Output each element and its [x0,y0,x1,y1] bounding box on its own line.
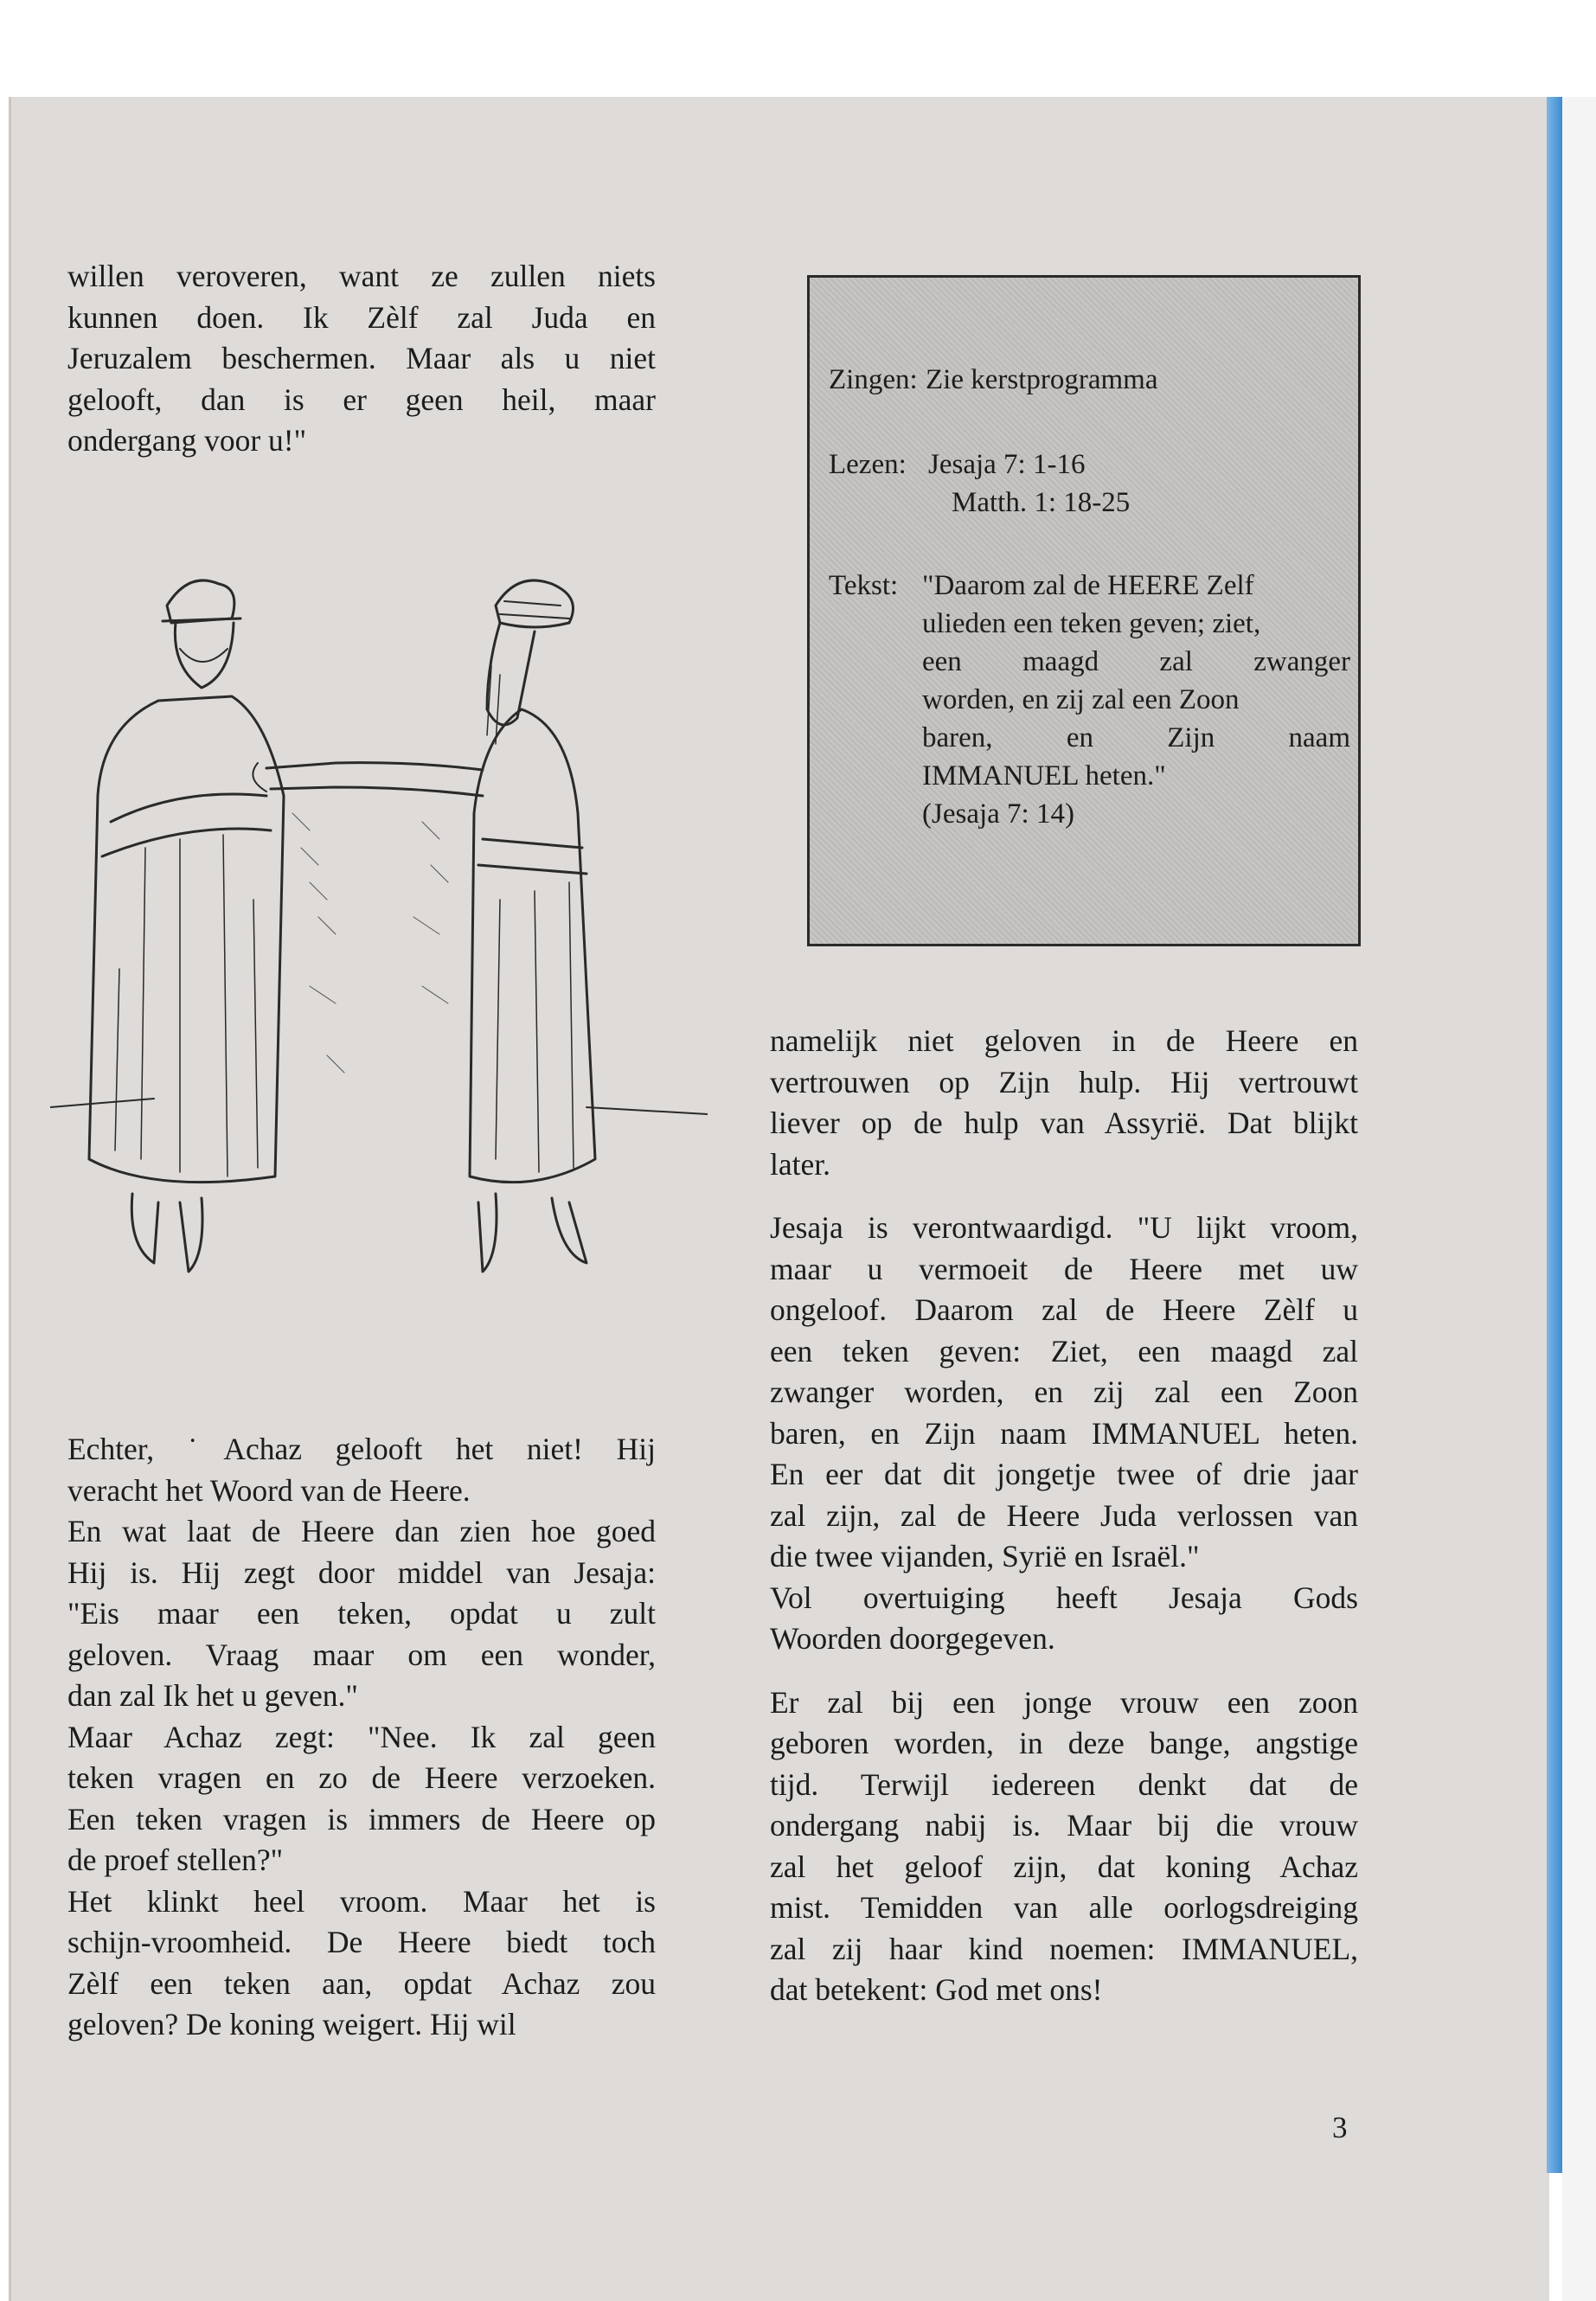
text-line: die twee vijanden, Syrië en Israël." [770,1539,1200,1574]
text-line: vertrouwen op Zijn hulp. Hij vertrouwt [770,1064,1358,1099]
text-line: baren, en Zijn naam IMMANUEL heten. [770,1415,1358,1451]
page-number: 3 [1332,2111,1348,2144]
zingen-value: Zie kerstprogramma [926,364,1158,395]
lezen-value-2: Matth. 1: 18-25 [952,487,1131,518]
text-line: willen veroveren, want ze zullen niets [67,259,656,293]
tekst-value [922,567,1350,833]
text-line: zal zijn, zal de Heere Juda verlossen van [770,1497,1358,1533]
left-column-top-text [67,256,656,462]
text-line: dat betekent: God met ons! [770,1972,1103,2007]
text-line: geloven. Vraag maar om een wonder, [67,1637,656,1672]
tekst-label: Tekst: [829,570,899,601]
text-line: En eer dat dit jongetje twee of drie jaar [770,1457,1358,1491]
text-line: dan zal Ik het u geven." [67,1678,358,1713]
text-line: liever op de hulp van Assyrië. Dat blijkt [770,1106,1358,1140]
text-line: Er zal bij een jonge vrouw een zoon [770,1684,1358,1720]
text-line: zal zij haar kind noemen: IMMANUEL, [770,1931,1358,1966]
illustration-achaz-and-jesaja [50,536,708,1358]
text-line: Woorden doorgegeven. [770,1621,1055,1656]
text-line: ondergang voor u!" [67,423,307,458]
text-line: En wat laat de Heere dan zien hoe goed [67,1514,656,1548]
text-line: geboren worden, in deze bange, angstige [770,1726,1358,1760]
text-line: geloven? De koning weigert. Hij wil [67,2007,516,2041]
text-line: Zèlf een teken aan, opdat Achaz zou [67,1965,656,2001]
text-line: gelooft, dan is er geen heil, maar [67,381,656,417]
text-line: Jesaja is verontwaardigd. "U lijkt vroom, [770,1210,1358,1245]
text-line: zal het geloof zijn, dat koning Achaz [770,1849,1358,1884]
tekst-line: IMMANUEL heten." [922,760,1166,792]
text-line: tijd. Terwijl iedereen denkt dat de [770,1766,1358,1802]
text-line: ongeloof. Daarom zal de Heere Zèlf u [770,1292,1358,1327]
text-line: de proef stellen?" [67,1843,284,1877]
blue-page-edge [1547,97,1562,2173]
text-line: later. [770,1146,830,1182]
text-line: Vol overtuiging heeft Jesaja Gods [770,1580,1358,1615]
text-line: schijn-vroomheid. De Heere biedt toch [67,1925,656,1959]
text-line: namelijk niet geloven in de Heere en [770,1023,1358,1058]
tekst-line: "Daarom zal de HEERE Zelf [922,570,1254,601]
paragraph-2 [770,1208,1358,1660]
text-line: kunnen doen. Ik Zèlf zal Juda en [67,299,656,335]
text-line: Maar Achaz zegt: "Nee. Ik zal geen [67,1719,656,1754]
text-line: Jeruzalem beschermen. Maar als u niet [67,341,656,375]
lezen-label: Lezen: [829,449,907,480]
text-line: Echter, ˙Achaz gelooft het niet! Hij [67,1432,656,1466]
tekst-line: ulieden een teken geven; ziet, [922,608,1261,639]
text-line: "Eis maar een teken, opdat u zult [67,1596,656,1631]
text-line: Hij is. Hij zegt door middel van Jesaja: [67,1554,656,1590]
text-line: ondergang nabij is. Maar bij die vrouw [770,1808,1358,1843]
text-line: Een teken vragen is immers de Heere op [67,1801,656,1836]
lezen-value-1: Jesaja 7: 1-16 [928,449,1086,480]
left-column-bottom-text [67,1429,656,2046]
text-line: een teken geven: Ziet, een maagd zal [770,1333,1358,1368]
paragraph-1 [770,1021,1358,1185]
tekst-line: worden, en zij zal een Zoon [922,684,1240,715]
text-line: mist. Temidden van alle oorlogsdreiging [770,1890,1358,1925]
scan-margin [1562,97,1596,2301]
text-line: veracht het Woord van de Heere. [67,1472,471,1508]
tekst-line: baren, en Zijn naam [922,722,1350,753]
tekst-line: (Jesaja 7: 14) [922,798,1074,830]
right-column-text [770,1021,1358,2011]
text-line: Het klinkt heel vroom. Maar het is [67,1883,656,1919]
text-line: zwanger worden, en zij zal een Zoon [770,1375,1358,1409]
text-line: teken vragen en zo de Heere verzoeken. [67,1760,656,1795]
paragraph-3 [770,1682,1358,2011]
zingen-label: Zingen: [829,364,918,395]
tekst-line: een maagd zal zwanger [922,646,1350,677]
reading-info-box [807,275,1361,946]
text-line: maar u vermoeit de Heere met uw [770,1251,1358,1286]
